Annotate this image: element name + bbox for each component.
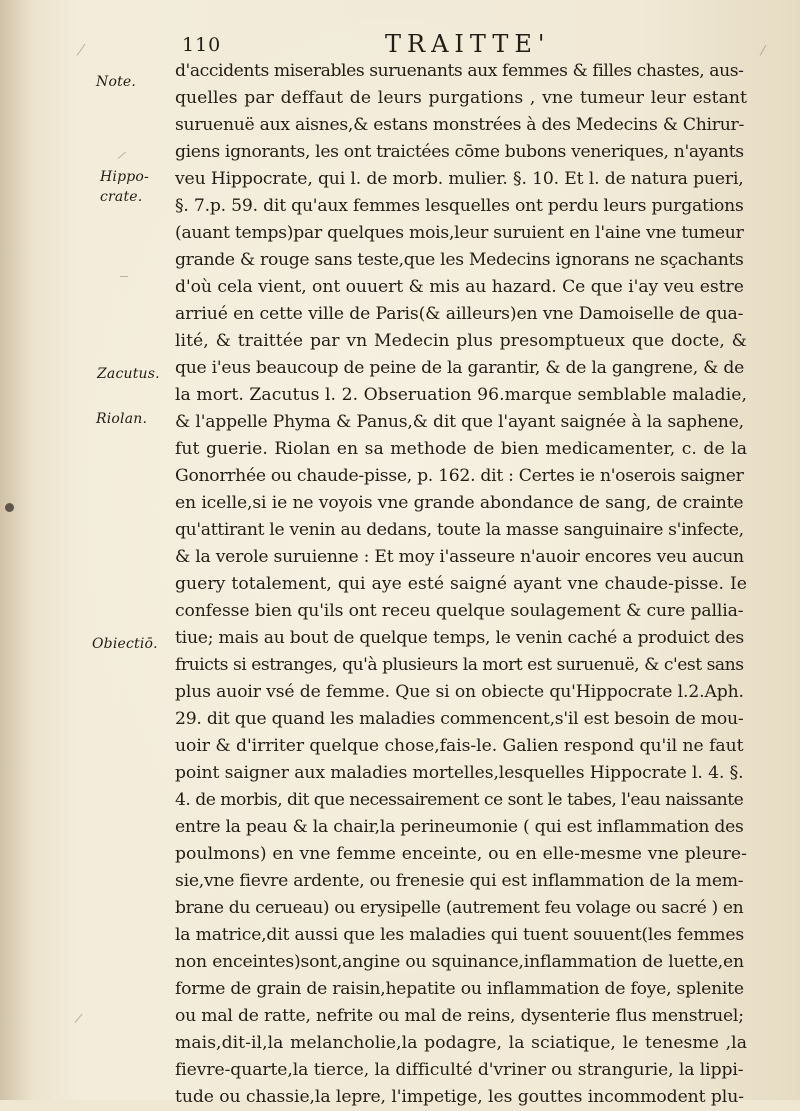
text-line: que i'eus beaucoup de peine de la garantir, & de la gangrene, & de [175,358,745,378]
text-line: §. 7.p. 59. dit qu'aux femmes lesquelles ont perdu leurs purgations [175,196,744,216]
margin-note-zacutus: Zacutus. [97,366,160,382]
text-line: tude ou chassie,la lepre, l'impetige, les gouttes incommodent plu- [175,1087,744,1107]
text-line: entre la peau & la chair,la perineumonie ( qui est inflammation des [175,817,744,837]
margin-note-riolan: Riolan. [96,411,148,427]
page-number: 110 [182,34,222,56]
text-line: guery totalement, qui aye esté saigné ayant vne chaude-pisse. Ie [175,574,747,594]
text-line: qu'attirant le venin au dedans, toute la masse sanguinaire s'infecte, [175,520,744,540]
body-text [175,58,747,1111]
text-line: point saigner aux maladies mortelles,lesquelles Hippocrate l. 4. §. [175,763,744,783]
text-line: poulmons) en vne femme enceinte, ou en elle-mesme vne pleure- [175,844,747,864]
text-line: giens ignorants, les ont traictées cōme bubons veneriques, n'ayants [175,142,744,162]
text-line: sie,vne fievre ardente, ou frenesie qui est inflammation de la mem- [175,871,744,891]
text-line: fievre-quarte,la tierce, la difficulté d'vriner ou strangurie, la lippi- [175,1060,744,1080]
text-line: d'où cela vient, ont ouuert & mis au hazard. Ce que i'ay veu estre [175,277,744,297]
text-line: plus auoir vsé de femme. Que si on obiecte qu'Hippocrate l.2.Aph. [175,682,744,702]
margin-notes [0,0,170,1100]
text-line: tiue; mais au bout de quelque temps, le venin caché a produict des [175,628,744,648]
text-line: suruenuë aux aisnes,& estans monstrées à des Medecins & Chirur- [175,115,744,135]
text-line: quelles par deffaut de leurs purgations , vne tumeur leur estant [175,88,747,108]
text-line: 29. dit que quand les maladies commencent,s'il est besoin de mou- [175,709,744,729]
margin-note-hippocrate: Hippo- crate. [100,169,149,205]
text-line: uoir & d'irriter quelque chose,fais-le. Galien respond qu'il ne faut [175,736,744,756]
margin-note-objection: Obiectiō. [92,636,158,652]
text-line: & l'appelle Phyma & Panus,& dit que l'ayant saignée à la saphene, [175,412,744,432]
text-line: grande & rouge sans teste,que les Medecins ignorans ne sçachants [175,250,744,270]
text-line: forme de grain de raisin,hepatite ou inflammation de foye, splenite [175,979,744,999]
text-line: brane du cerueau) ou erysipelle (autrement feu volage ou sacré ) en [175,898,744,918]
text-line: 4. de morbis, dit que necessairement ce sont le tabes, l'eau naissante [175,790,744,810]
text-line: (auant temps)par quelques mois,leur suruient en l'aine vne tumeur [175,223,744,243]
margin-note-note: Note. [96,74,137,90]
text-line: en icelle,si ie ne voyois vne grande abondance de sang, de crainte [175,493,744,513]
text-line: mais,dit-il,la melancholie,la podagre, la sciatique, le tenesme ,la [175,1033,747,1053]
text-line: d'accidents miserables suruenants aux femmes & filles chastes, aus- [175,61,744,81]
paper-fleck [120,276,128,277]
text-line: non enceintes)sont,angine ou squinance,inflammation de luette,en [175,952,744,972]
text-line: veu Hippocrate, qui l. de morb. mulier. §. 10. Et l. de natura pueri, [175,169,744,189]
text-line: arriué en cette ville de Paris(& ailleurs)en vne Damoiselle de qua- [175,304,744,324]
text-line: confesse bien qu'ils ont receu quelque soulagement & cure pallia- [175,601,744,621]
text-line: & la verole suruienne : Et moy i'asseure n'auoir encores veu aucun [175,547,744,567]
text-line: lité, & traittée par vn Medecin plus presomptueux que docte, & [175,331,747,351]
text-line: Gonorrhée ou chaude-pisse, p. 162. dit : Certes ie n'oserois saigner [175,466,744,486]
text-line: fruicts si estranges, qu'à plusieurs la mort est suruenuë, & c'est sans [175,655,744,675]
text-line: ou mal de ratte, nefrite ou mal de reins, dysenterie flus menstruel; [175,1006,744,1026]
text-line: la mort. Zacutus l. 2. Obseruation 96.marque semblable maladie, [175,385,747,405]
text-line: la matrice,dit aussi que les maladies qui tuent souuent(les femmes [175,925,744,945]
running-title: TRAITTE' [385,30,551,58]
ink-blot [5,503,14,512]
text-line: fut guerie. Riolan en sa methode de bien medicamenter, c. de la [175,439,747,459]
